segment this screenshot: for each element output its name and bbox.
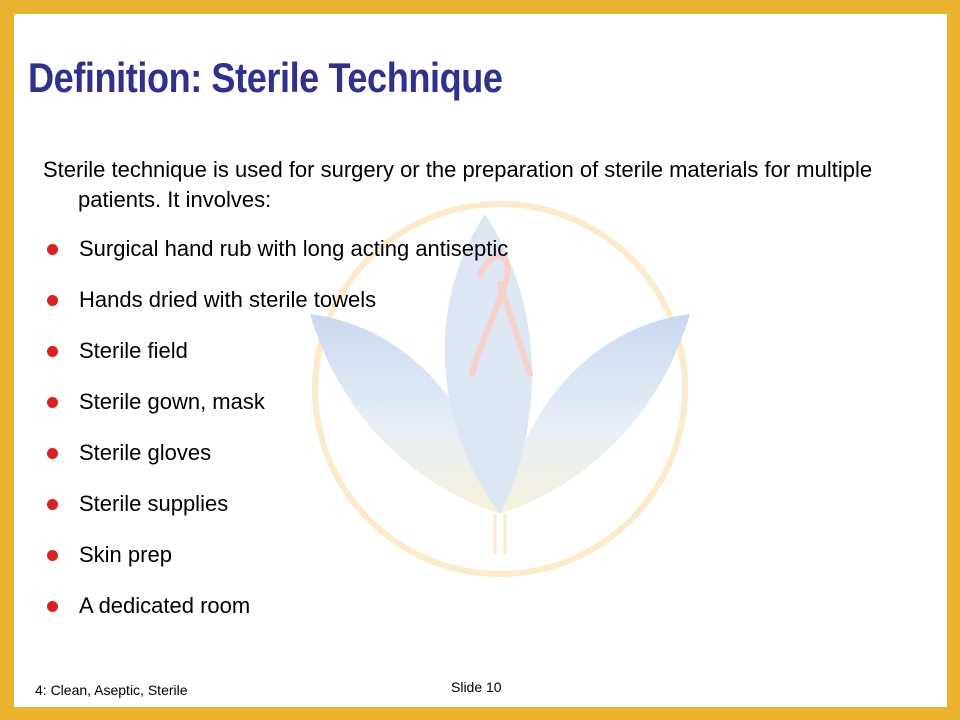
slide-title: Definition: Sterile Technique [28, 54, 503, 101]
bullet-text: Sterile supplies [79, 491, 229, 516]
list-item [43, 591, 508, 642]
footer-slide-number: Slide 10 [451, 679, 502, 695]
list-item [43, 438, 508, 489]
bullet-dot-icon [47, 601, 58, 612]
bullet-text: Sterile gloves [79, 440, 212, 465]
slide-canvas [14, 14, 947, 707]
bullet-text: Surgical hand rub with long acting antiseptic [79, 236, 509, 261]
bullet-dot-icon [47, 397, 58, 408]
bullet-text: Hands dried with sterile towels [79, 287, 377, 312]
bullet-dot-icon [47, 550, 58, 561]
bullet-text: Skin prep [79, 542, 172, 567]
bullet-dot-icon [47, 244, 58, 255]
bullet-text: Sterile field [79, 338, 188, 363]
bullet-list [43, 234, 508, 642]
intro-paragraph: Sterile technique is used for surgery or the preparation of sterile materials for multiple patients. It involves: [43, 157, 873, 212]
list-item [43, 540, 508, 591]
footer-section-label: 4: Clean, Aseptic, Sterile [35, 682, 188, 698]
bullet-dot-icon [47, 448, 58, 459]
bullet-text: A dedicated room [79, 593, 251, 618]
list-item [43, 234, 508, 285]
bullet-text: Sterile gown, mask [79, 389, 265, 414]
bullet-dot-icon [47, 346, 58, 357]
list-item [43, 336, 508, 387]
bullet-dot-icon [47, 499, 58, 510]
list-item [43, 387, 508, 438]
list-item [43, 489, 508, 540]
list-item [43, 285, 508, 336]
bullet-dot-icon [47, 295, 58, 306]
